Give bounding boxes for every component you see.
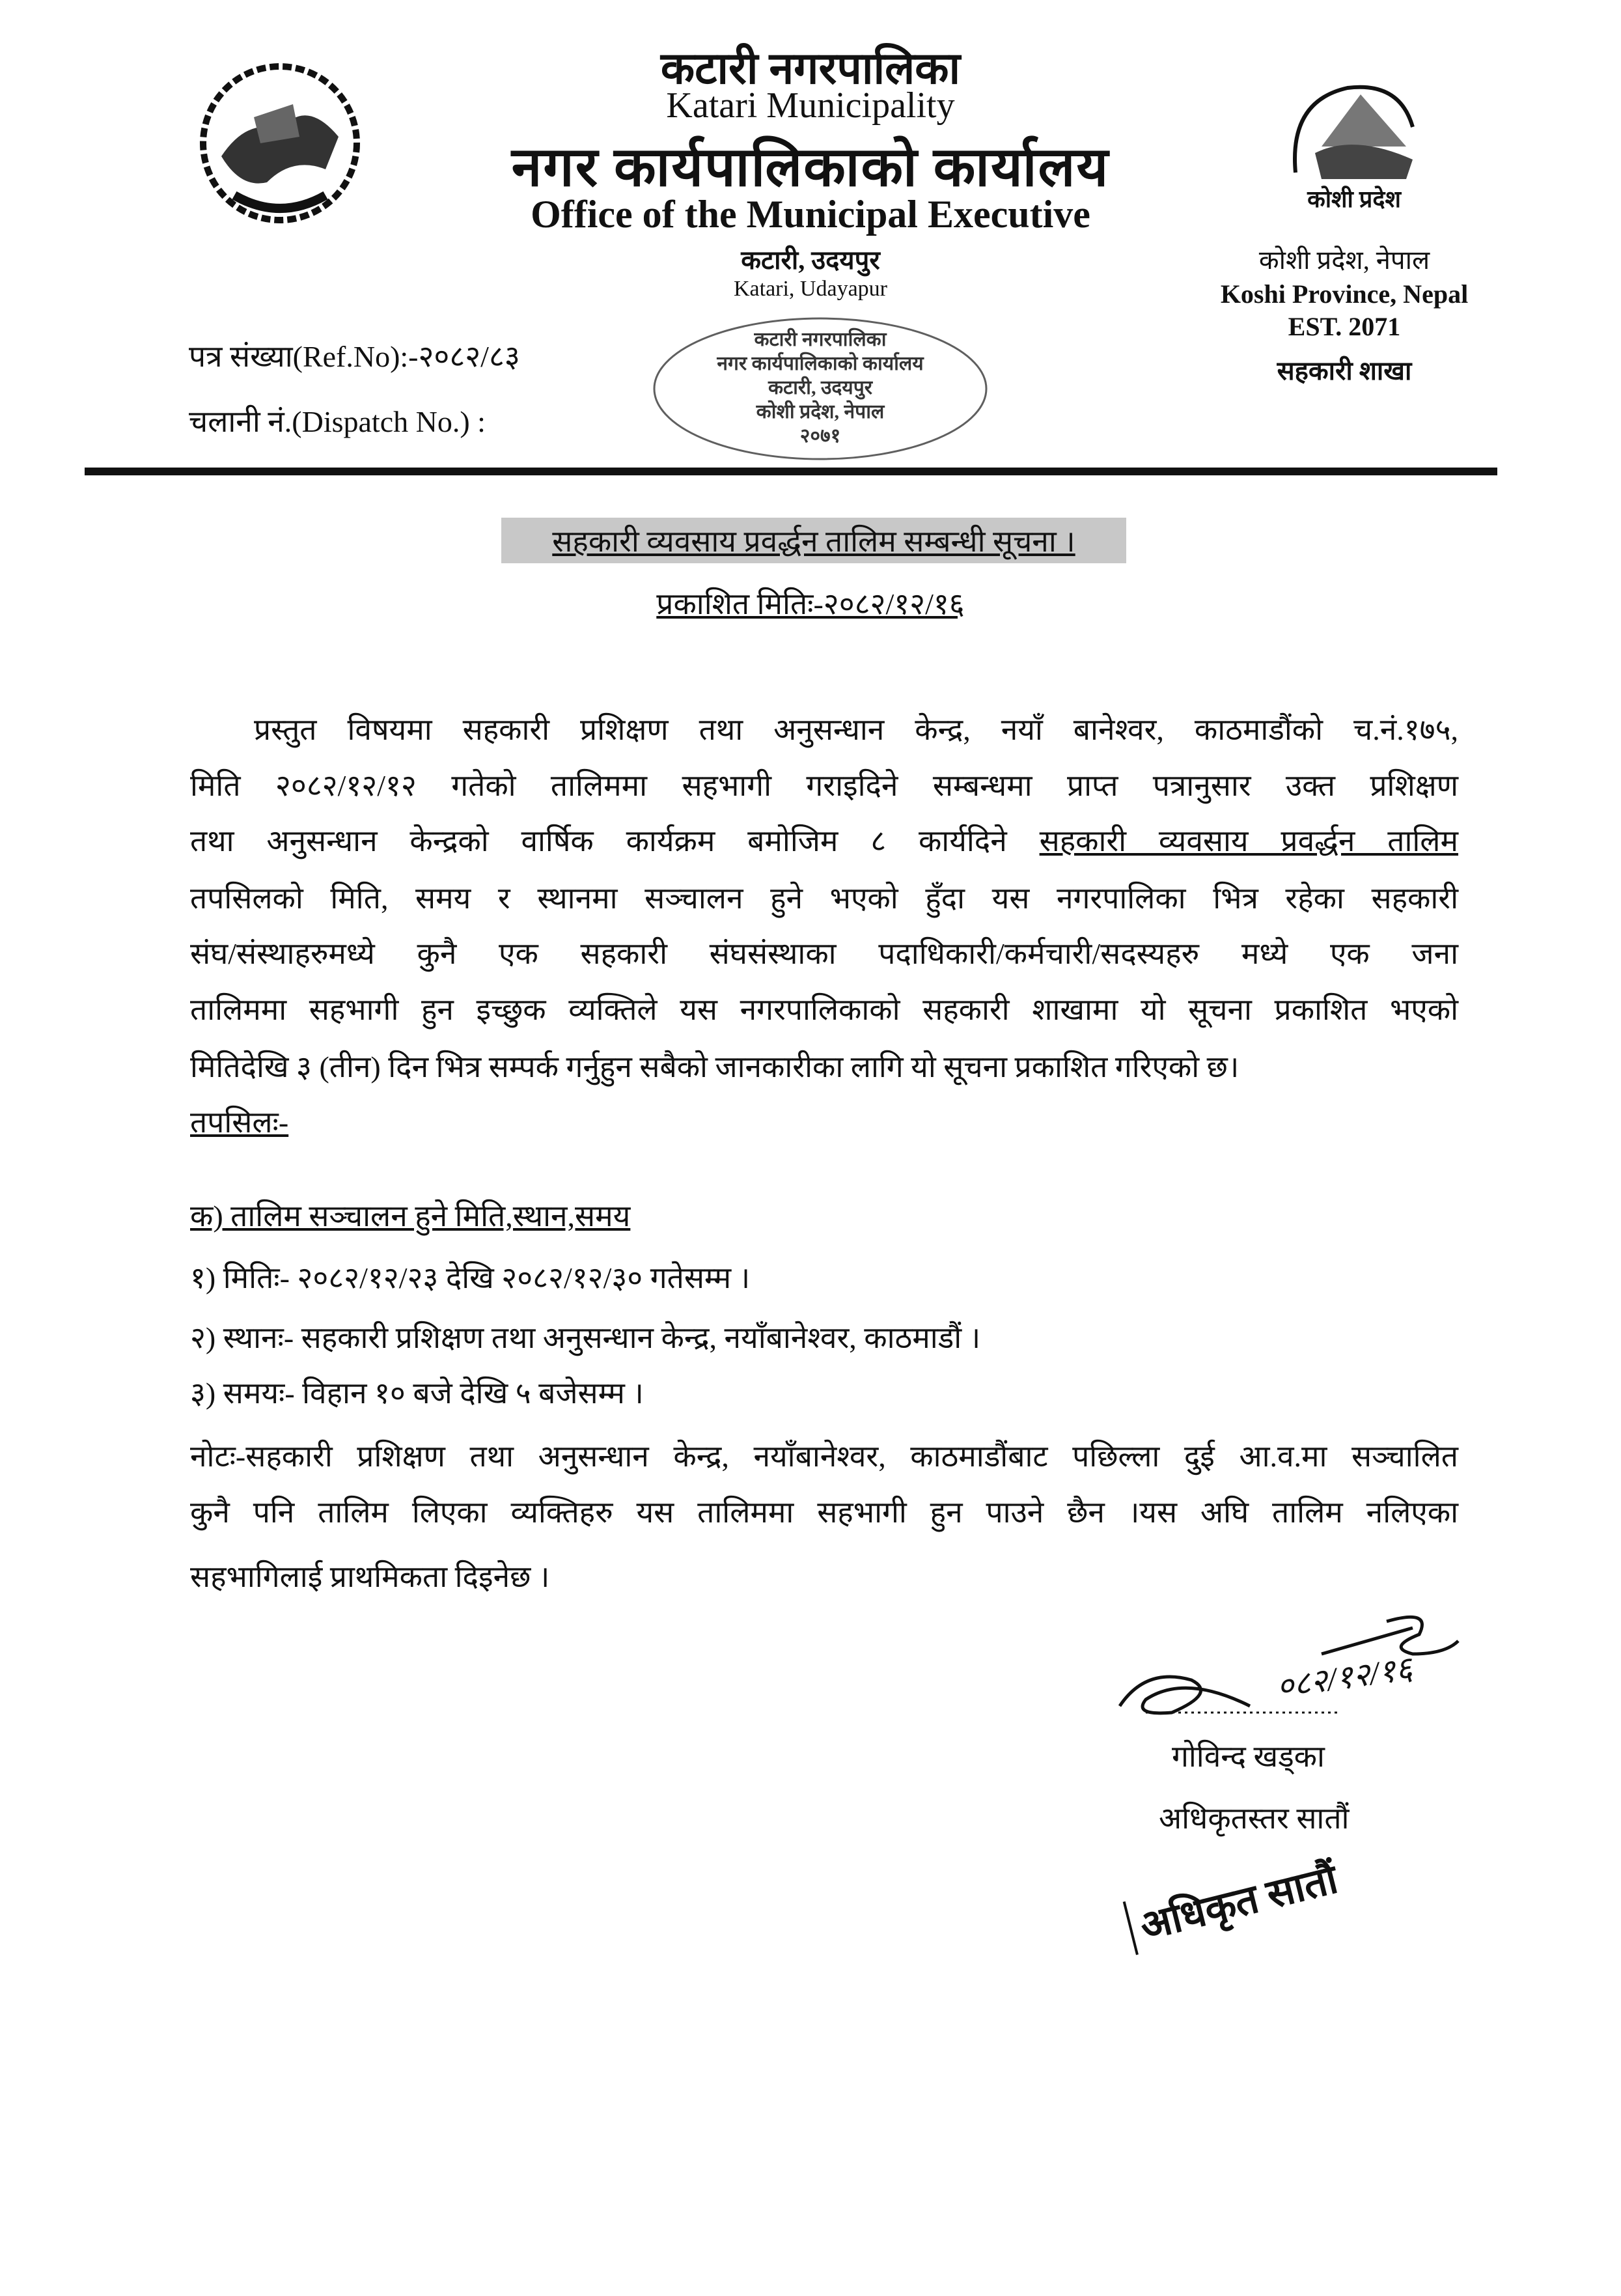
body-line: तालिममा सहभागी हुन इच्छुक व्यक्तिले यस नगरपालिकाको सहकारी शाखामा यो सूचना प्रकाशित भएको bbox=[190, 993, 1458, 1026]
published-date bbox=[0, 583, 1621, 623]
published-date-text: प्रकाशित मितिः-२०८२/१२/१६ bbox=[656, 587, 965, 621]
notice-subject: सहकारी व्यवसाय प्रवर्द्धन तालिम सम्बन्धी सूचना । bbox=[501, 518, 1126, 563]
stamp-line: कटारी नगरपालिका bbox=[754, 329, 887, 350]
province-nepali: कोशी प्रदेश, नेपाल bbox=[1258, 245, 1430, 275]
branch-name: सहकारी शाखा bbox=[1277, 356, 1412, 385]
designation-stamp: अधिकृत सातौं bbox=[1123, 1851, 1343, 1955]
body-line: प्रस्तुत विषयमा सहकारी प्रशिक्षण तथा अनुसन्धान केन्द्र, नयाँ बानेश्वर, काठमाडौंको च.नं.१७५, bbox=[254, 713, 1458, 746]
dispatch-number: चलानी नं.(Dispatch No.) : bbox=[189, 405, 486, 438]
body-line-text: तथा अनुसन्धान केन्द्रको वार्षिक कार्यक्रम बमोजिम ८ कार्यदिने bbox=[190, 824, 1007, 858]
municipality-name-english: Katari Municipality bbox=[666, 85, 955, 126]
details-heading: तपसिलः- bbox=[190, 1106, 289, 1139]
municipality-name-nepali: कटारी नगरपालिका bbox=[660, 44, 961, 93]
office-stamp bbox=[651, 316, 990, 462]
stamp-line: २०७१ bbox=[799, 425, 841, 447]
detail-item-date: १) मितिः- २०८२/१२/२३ देखि २०८२/१२/३० गतेसम्म । bbox=[190, 1261, 751, 1295]
address-english: Katari, Udayapur bbox=[733, 277, 887, 301]
underlined-training-name: सहकारी व्यवसाय प्रवर्द्धन तालिम bbox=[1039, 824, 1459, 858]
reference-number: पत्र संख्या(Ref.No):-२०८२/८३ bbox=[189, 340, 520, 373]
body-line: तपसिलको मिति, समय र स्थानमा सञ्चालन हुने भएको हुँदा यस नगरपालिका भित्र रहेका सहकारी bbox=[190, 882, 1458, 915]
office-name-nepali: नगर कार्यपालिकाको कार्यालय bbox=[511, 137, 1110, 198]
note-line: सहभागिलाई प्राथमिकता दिइनेछ । bbox=[190, 1560, 550, 1593]
stamp-line: नगर कार्यपालिकाको कार्यालय bbox=[717, 353, 924, 374]
koshi-province-logo bbox=[1276, 75, 1432, 218]
province-english: Koshi Province, Nepal bbox=[1220, 279, 1469, 309]
logo-text: कोशी प्रदेश bbox=[1307, 186, 1401, 212]
address-nepali: कटारी, उदयपुर bbox=[741, 245, 880, 275]
signatory-designation: अधिकृतस्तर सातौं bbox=[1159, 1802, 1350, 1835]
signatory-name: गोविन्द खड्का bbox=[1172, 1740, 1325, 1773]
office-name-english: Office of the Municipal Executive bbox=[531, 193, 1090, 236]
established-year: EST. 2071 bbox=[1288, 312, 1401, 341]
handwritten-date: ०८२/१२/१६ bbox=[1274, 1649, 1415, 1705]
body-line bbox=[190, 820, 1458, 860]
note-line: कुनै पनि तालिम लिएका व्यक्तिहरु यस तालिममा सहभागी हुन पाउने छैन ।यस अघि तालिम नलिएका bbox=[190, 1496, 1458, 1529]
stamp-line: कटारी, उदयपुर bbox=[768, 377, 873, 399]
stamp-line: कोशी प्रदेश, नेपाल bbox=[756, 401, 885, 423]
header-divider bbox=[85, 468, 1497, 475]
body-line: मितिदेखि ३ (तीन) दिन भित्र सम्पर्क गर्नुहुन सबैको जानकारीका लागि यो सूचना प्रकाशित गरिएको छ। bbox=[190, 1050, 1240, 1084]
note-line: नोटः-सहकारी प्रशिक्षण तथा अनुसन्धान केन्द्र, नयाँबानेश्वर, काठमाडौंबाट पछिल्ला दुई आ.व.मा सञ्चालित bbox=[190, 1440, 1458, 1473]
section-heading: क) तालिम सञ्चालन हुने मिति,स्थान,समय bbox=[190, 1199, 631, 1233]
body-line: मिति २०८२/१२/१२ गतेको तालिममा सहभागी गराइदिने सम्बन्धमा प्राप्त पत्रानुसार उक्त प्रशिक्षण bbox=[190, 769, 1458, 802]
detail-item-venue: २) स्थानः- सहकारी प्रशिक्षण तथा अनुसन्धान केन्द्र, नयाँबानेश्वर, काठमाडौं । bbox=[190, 1321, 981, 1354]
handwritten-signature bbox=[1107, 1608, 1471, 1719]
detail-item-time: ३) समयः- विहान १० बजे देखि ५ बजेसम्म । bbox=[190, 1377, 644, 1410]
body-line: संघ/संस्थाहरुमध्ये कुनै एक सहकारी संघसंस्थाका पदाधिकारी/कर्मचारी/सदस्यहरु मध्ये एक जना bbox=[190, 937, 1458, 970]
